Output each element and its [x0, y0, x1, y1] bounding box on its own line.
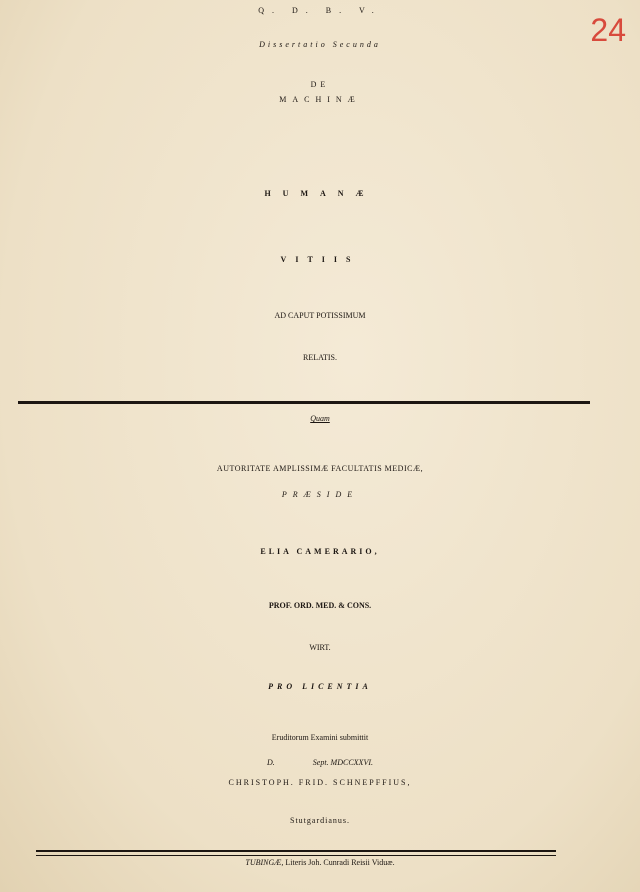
imprint-rule-thin — [36, 855, 556, 856]
date-day: D. — [267, 758, 275, 767]
qdbv-header: Q. D. B. V. — [258, 6, 382, 15]
page-number-annotation: 24 — [590, 12, 626, 48]
eruditorum-line: Eruditorum Examini submittit — [271, 733, 369, 742]
date-line — [0, 758, 640, 767]
praeside-line: PRÆSIDE — [281, 490, 359, 499]
respondent-name: CHRISTOPH. FRID. SCHNEPFFIUS, — [228, 778, 412, 787]
praeses-name: ELIA CAMERARIO, — [260, 547, 380, 556]
title-humanae: HUMANÆ — [264, 189, 376, 198]
quam-line: Quam — [310, 414, 330, 423]
title-vitiis: VITIIS — [280, 255, 360, 264]
praeses-title: PROF. ORD. MED. & CONS. — [268, 601, 372, 610]
respondent-origin: Stutgardianus. — [290, 816, 350, 825]
divider-rule — [18, 401, 590, 404]
title-machinae: MACHINÆ — [279, 95, 361, 104]
dissertatio-heading: Dissertatio Secunda — [259, 40, 381, 49]
title-ad-caput: AD CAPUT POTISSIMUM — [274, 311, 366, 320]
de-line: DE — [310, 80, 330, 89]
pro-licentia-line: PRO LICENTIA — [268, 682, 372, 691]
wirt-line: WIRT. — [309, 643, 331, 652]
autoritate-line: AUTORITATE AMPLISSIMÆ FACULTATIS MEDICÆ, — [216, 464, 424, 473]
imprint-line — [0, 858, 640, 867]
imprint-rule-thick — [36, 850, 556, 852]
title-relatis: RELATIS. — [303, 353, 337, 362]
imprint-place: TUBINGÆ, — [245, 858, 284, 867]
date-month-year: Sept. MDCCXXVI. — [312, 758, 373, 767]
imprint-printer: Literis Joh. Cunradi Reisii Viduæ. — [283, 858, 395, 867]
